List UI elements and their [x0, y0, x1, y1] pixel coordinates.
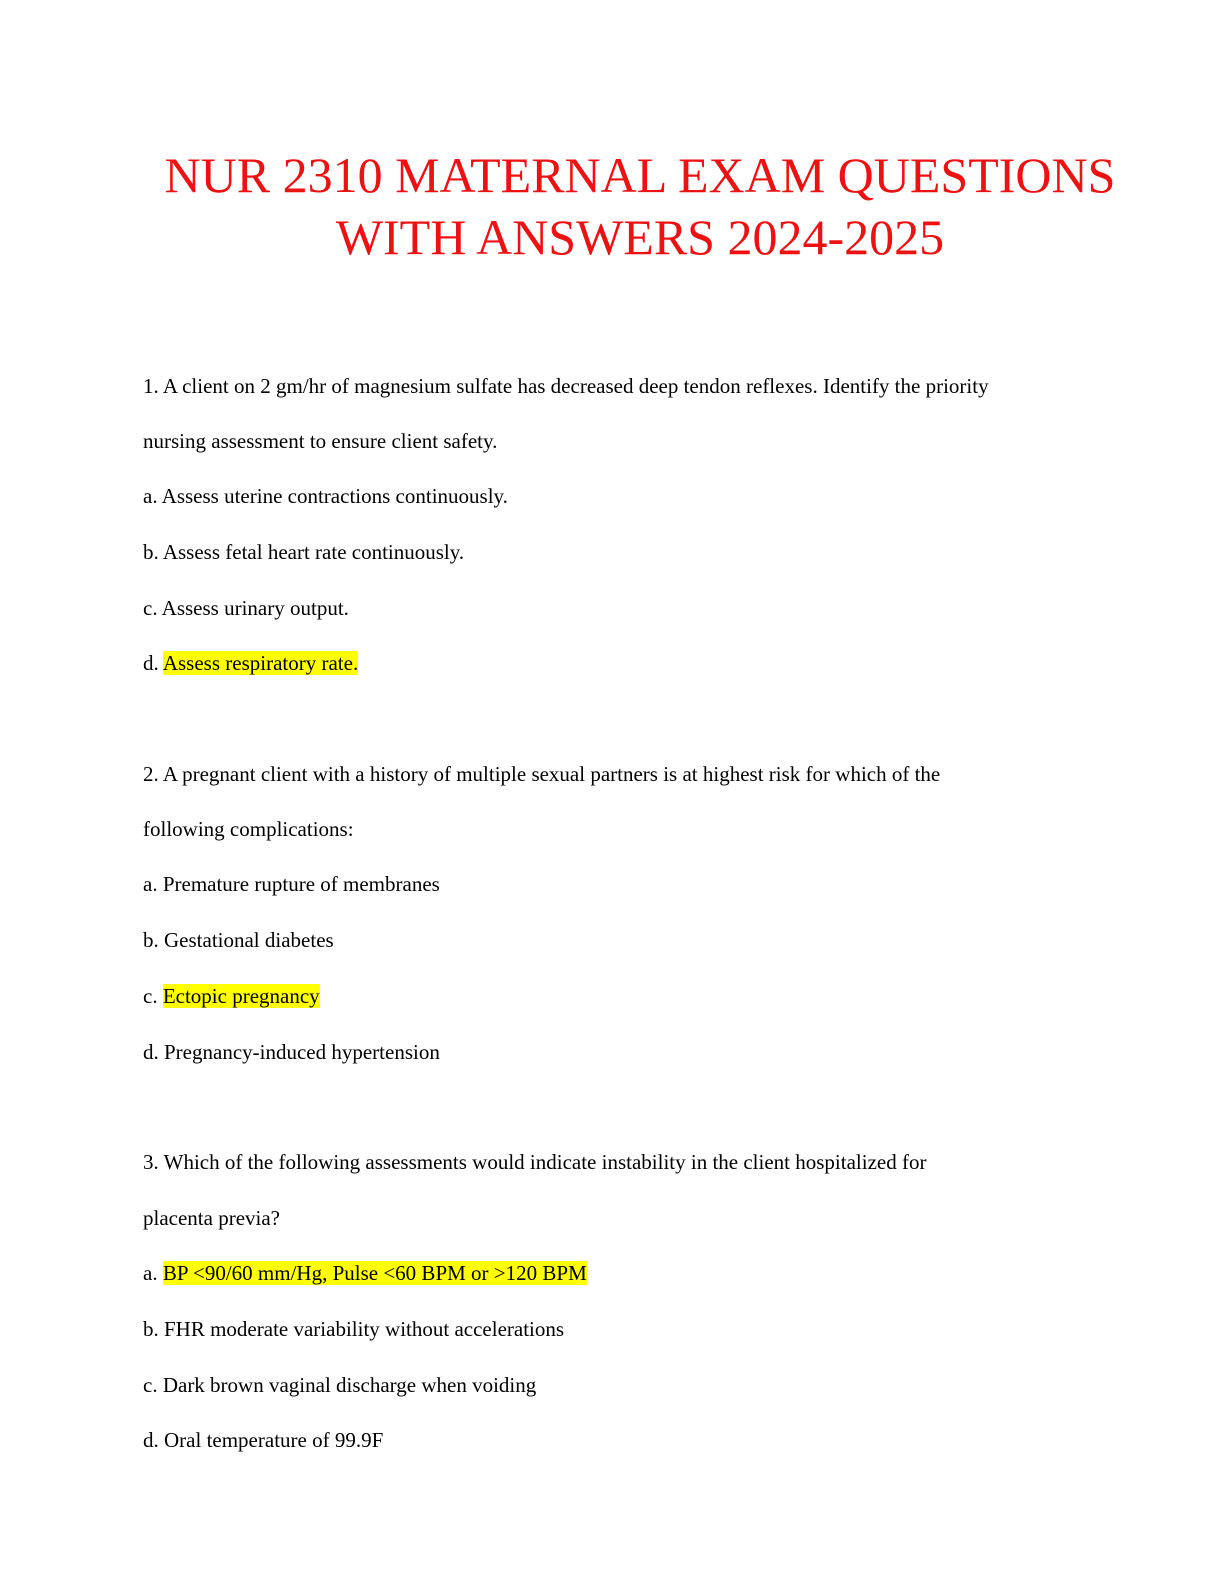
option-letter: b.	[143, 1317, 164, 1341]
option-text: Assess fetal heart rate continuously.	[162, 540, 465, 564]
option-letter: a.	[143, 1261, 163, 1285]
option-text: Premature rupture of membranes	[162, 872, 440, 896]
answer-option	[143, 1427, 383, 1453]
question-stem-line: 1. A client on 2 gm/hr of magnesium sulfate has decreased deep tendon reflexes. Identify the priority	[143, 374, 989, 398]
option-letter: d.	[143, 1428, 164, 1452]
answer-option	[143, 595, 349, 621]
answer-option	[143, 1316, 564, 1342]
answer-option	[143, 871, 440, 897]
option-text: Assess urinary output.	[161, 596, 349, 620]
option-letter: c.	[143, 1373, 163, 1397]
answer-option	[143, 1039, 440, 1065]
option-text: Gestational diabetes	[164, 928, 334, 952]
question-stem-line: following complications:	[143, 817, 354, 841]
answer-option	[143, 1372, 536, 1398]
option-letter: b.	[143, 928, 164, 952]
option-text: FHR moderate variability without accelerations	[164, 1317, 565, 1341]
answer-option-correct	[143, 983, 320, 1009]
option-text: Pregnancy-induced hypertension	[164, 1040, 440, 1064]
option-text: Dark brown vaginal discharge when voiding	[162, 1373, 537, 1397]
option-text: Oral temperature of 99.9F	[164, 1428, 384, 1452]
answer-option-correct	[143, 650, 358, 676]
highlighted-answer: BP <90/60 mm/Hg, Pulse <60 BPM or >120 BPM	[162, 1261, 587, 1285]
document-title-line-1: NUR 2310 MATERNAL EXAM QUESTIONS	[164, 147, 1116, 203]
highlighted-answer: Assess respiratory rate.	[162, 651, 359, 675]
option-text: Assess uterine contractions continuously.	[161, 484, 508, 508]
document-title-line-2: WITH ANSWERS 2024-2025	[335, 209, 945, 265]
option-letter: b.	[143, 540, 163, 564]
answer-option	[143, 483, 508, 509]
highlighted-answer: Ectopic pregnancy	[162, 984, 320, 1008]
option-letter: c.	[143, 984, 163, 1008]
option-letter: a.	[143, 484, 162, 508]
option-letter: a.	[143, 872, 163, 896]
answer-option-correct	[143, 1260, 587, 1286]
option-letter: d.	[143, 1040, 164, 1064]
question-stem-line: nursing assessment to ensure client safety.	[143, 429, 498, 453]
answer-option	[143, 927, 334, 953]
question-stem-line: placenta previa?	[143, 1206, 280, 1230]
question-stem-line: 3. Which of the following assessments would indicate instability in the client hospitalized for	[143, 1150, 927, 1174]
question-stem-line: 2. A pregnant client with a history of multiple sexual partners is at highest risk for which of the	[143, 762, 941, 786]
option-letter: d.	[143, 651, 163, 675]
option-letter: c.	[143, 596, 162, 620]
answer-option	[143, 539, 464, 565]
